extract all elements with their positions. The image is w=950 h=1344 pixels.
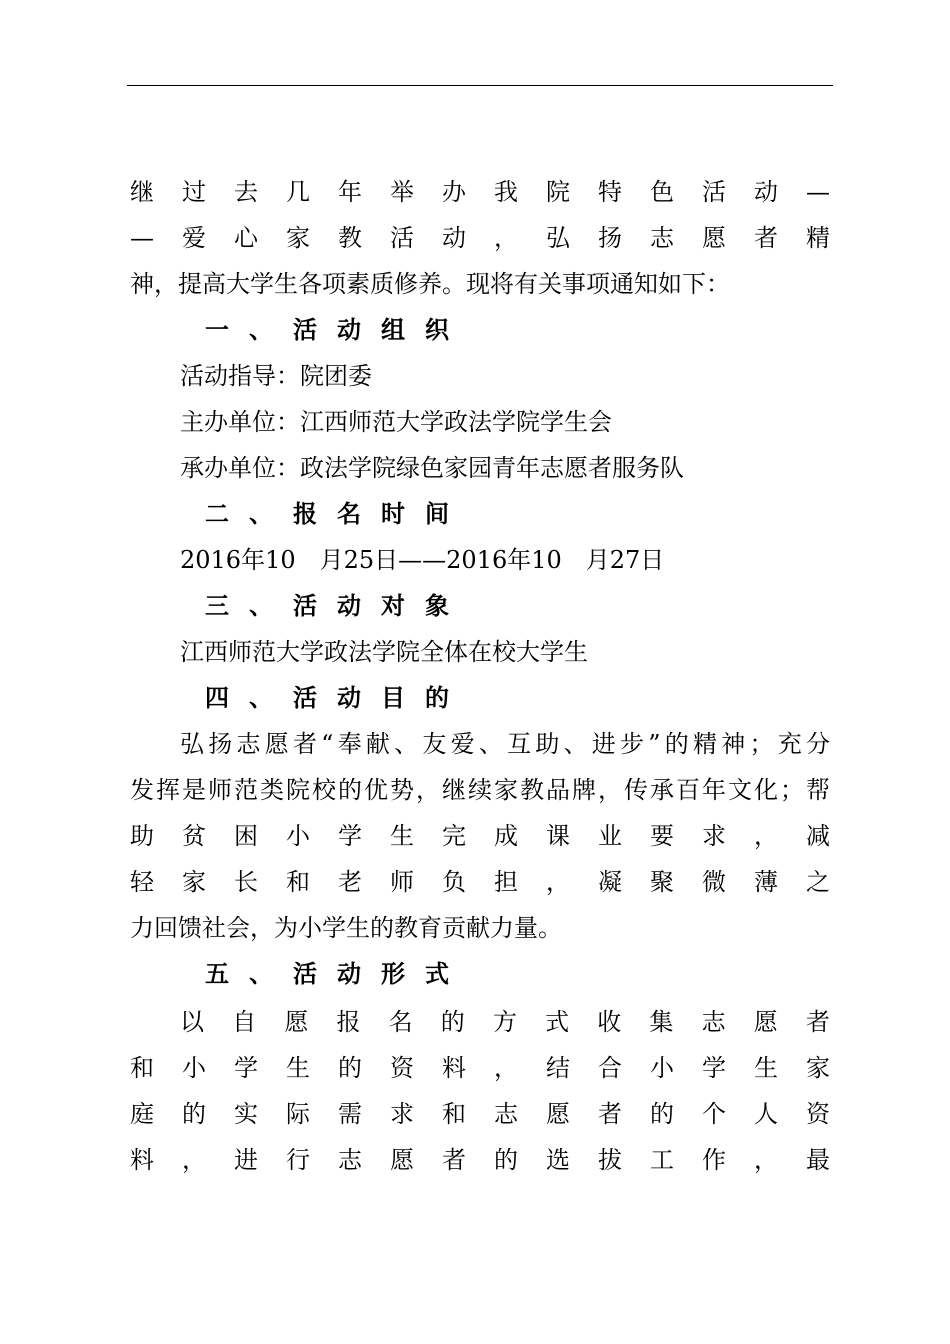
text-glyph: 教 [338,224,362,252]
text-glyph: 报 [336,1008,361,1036]
purpose-line-5: 力回馈社会，为小学生的教育贡献力量。 [130,914,562,942]
text-glyph: 学 [338,822,362,850]
text-glyph: 式 [545,1008,570,1036]
text-glyph: 之 [806,868,830,896]
registration-time: 2016年10 月25日——2016年10 月27日 [180,546,665,574]
host-unit: 主办单位：江西师范大学政法学院学生会 [180,408,612,436]
section-1-heading: 一、活动组织 [205,316,469,344]
text-glyph: 家 [182,868,206,896]
text-glyph: 进 [234,1146,258,1174]
text-glyph: 传 [624,776,648,804]
text-glyph: 的 [338,1054,362,1082]
activity-guide: 活动指导：院团委 [180,362,372,390]
text-glyph: ； [749,730,774,758]
text-glyph: 志 [494,1100,518,1128]
text-glyph: 小 [182,1054,206,1082]
text-glyph: 担 [494,868,518,896]
text-glyph: 实 [234,1100,258,1128]
text-glyph: 我 [494,178,518,206]
text-glyph: 方 [492,1008,517,1036]
text-glyph: ， [754,822,778,850]
text-glyph: 的 [338,776,362,804]
text-glyph: 行 [286,1146,310,1174]
text-glyph: 活 [390,224,414,252]
text-glyph: 特 [598,178,622,206]
text-glyph: 名 [388,1008,413,1036]
text-glyph: 完 [442,822,466,850]
text-glyph: 减 [806,822,830,850]
text-glyph: 求 [702,822,726,850]
text-glyph: 愿 [753,1008,778,1036]
text-glyph: 料 [130,1146,154,1174]
text-glyph: 际 [286,1100,310,1128]
text-glyph: 自 [232,1008,257,1036]
text-glyph: 助 [130,822,154,850]
text-glyph: 长 [234,868,258,896]
form-line-2 [130,1048,830,1088]
text-glyph: 愿 [702,224,726,252]
text-glyph: 家 [286,224,310,252]
text-glyph: 院 [546,178,570,206]
text-glyph: 微 [702,868,726,896]
text-glyph: 学 [702,1054,726,1082]
text-glyph: 续 [468,776,492,804]
text-glyph: 负 [442,868,466,896]
purpose-line-1 [180,724,830,764]
text-glyph: 助 [535,730,560,758]
text-glyph: 、 [563,730,588,758]
text-glyph: 百 [676,776,700,804]
text-glyph: 小 [286,822,310,850]
text-glyph: 需 [338,1100,362,1128]
text-glyph: 的 [440,1008,465,1036]
text-glyph: 充 [777,730,802,758]
text-glyph: 拔 [598,1146,622,1174]
text-glyph: 帮 [806,776,830,804]
text-glyph: 精 [806,224,830,252]
text-glyph: 扬 [598,224,622,252]
text-glyph: — [130,224,154,252]
intro-line-3: 神，提高大学生各项素质修养。现将有关事项通知如下： [130,270,730,298]
purpose-line-3 [130,816,830,856]
text-glyph: 、 [394,730,419,758]
text-glyph: 奉 [337,730,362,758]
text-glyph: 年 [702,776,726,804]
text-glyph: 要 [650,822,674,850]
text-glyph: 、 [478,730,503,758]
organizer-unit: 承办单位：政法学院绿色家园青年志愿者服务队 [180,454,684,482]
text-glyph: 文 [728,776,752,804]
text-glyph: 老 [338,868,362,896]
text-glyph: “ [321,730,334,758]
text-glyph: 进 [591,730,616,758]
text-glyph: 者 [754,224,778,252]
text-glyph: 贫 [182,822,206,850]
text-glyph: 办 [442,178,466,206]
text-glyph: 师 [208,776,232,804]
text-glyph: 业 [598,822,622,850]
text-glyph: 资 [390,1054,414,1082]
text-glyph: 凝 [598,868,622,896]
text-glyph: 和 [442,1100,466,1128]
text-glyph: 料 [442,1054,466,1082]
text-glyph: ， [494,1054,518,1082]
header-rule [127,85,833,86]
text-glyph: 势 [390,776,414,804]
text-glyph: 庭 [130,1100,154,1128]
text-glyph: ， [182,1146,206,1174]
text-glyph: 品 [546,776,570,804]
text-glyph: 选 [546,1146,570,1174]
text-glyph: 弘 [546,224,570,252]
text-glyph: — [806,178,830,206]
text-glyph: 结 [546,1054,570,1082]
text-glyph: 活 [702,178,726,206]
section-5-heading: 五、活动形式 [205,960,469,988]
text-glyph: 爱 [450,730,475,758]
text-glyph: ， [546,868,570,896]
text-glyph: 院 [286,776,310,804]
text-glyph: 者 [442,1146,466,1174]
text-glyph: 作 [702,1146,726,1174]
text-glyph: 色 [650,178,674,206]
text-glyph: 的 [182,1100,206,1128]
text-glyph: 最 [806,1146,830,1174]
text-glyph: 愿 [390,1146,414,1174]
text-glyph: 范 [234,776,258,804]
text-glyph: 献 [365,730,390,758]
text-glyph: 的 [494,1146,518,1174]
text-glyph: 继 [442,776,466,804]
text-glyph: 求 [390,1100,414,1128]
text-glyph: 小 [650,1054,674,1082]
text-glyph: 成 [494,822,518,850]
text-glyph: 类 [260,776,284,804]
form-line-1 [180,1002,830,1042]
text-glyph: 动 [442,224,466,252]
text-glyph: 集 [649,1008,674,1036]
text-glyph: ， [494,224,518,252]
text-glyph: 个 [702,1100,726,1128]
text-glyph: 去 [234,178,258,206]
text-glyph: 聚 [650,868,674,896]
text-glyph: 志 [650,224,674,252]
text-glyph: 优 [364,776,388,804]
text-glyph: 化 [754,776,778,804]
text-glyph: 的 [664,730,689,758]
text-glyph: 学 [234,1054,258,1082]
text-glyph: 年 [338,178,362,206]
text-glyph: 精 [693,730,718,758]
text-glyph: ， [754,1146,778,1174]
purpose-line-2 [130,770,830,810]
text-glyph: 神 [721,730,746,758]
text-glyph: 志 [701,1008,726,1036]
text-glyph: 薄 [754,868,778,896]
text-glyph: 轻 [130,868,154,896]
text-glyph: 收 [597,1008,622,1036]
intro-line-1 [130,172,830,212]
text-glyph: 举 [390,178,414,206]
text-glyph: 的 [650,1100,674,1128]
text-glyph: 步 [620,730,645,758]
text-glyph: ， [416,776,440,804]
text-glyph: 者 [598,1100,622,1128]
text-glyph: 愿 [284,1008,309,1036]
text-glyph: 工 [650,1146,674,1174]
purpose-line-4 [130,862,830,902]
text-glyph: 课 [546,822,570,850]
text-glyph: 几 [286,178,310,206]
text-glyph: 动 [754,178,778,206]
text-glyph: 继 [130,178,154,206]
text-glyph: 分 [805,730,830,758]
section-2-heading: 二、报名时间 [205,500,469,528]
text-glyph: 过 [182,178,206,206]
text-glyph: 者 [805,1008,830,1036]
text-glyph: 发 [130,776,154,804]
text-glyph: 者 [292,730,317,758]
text-glyph: 互 [507,730,532,758]
text-glyph: 生 [286,1054,310,1082]
text-glyph: ， [598,776,622,804]
text-glyph: 人 [754,1100,778,1128]
text-glyph: 弘 [180,730,204,758]
text-glyph: 愿 [264,730,289,758]
activity-target: 江西师范大学政法学院全体在校大学生 [180,638,588,666]
text-glyph: 挥 [156,776,180,804]
text-glyph: 心 [234,224,258,252]
text-glyph: 扬 [208,730,233,758]
text-glyph: 志 [338,1146,362,1174]
text-glyph: 友 [422,730,447,758]
text-glyph: 承 [650,776,674,804]
text-glyph: 困 [234,822,258,850]
text-glyph: 家 [806,1054,830,1082]
text-glyph: 资 [806,1100,830,1128]
form-line-3 [130,1094,830,1134]
text-glyph: 家 [494,776,518,804]
text-glyph: 以 [180,1008,204,1036]
intro-line-2 [130,218,830,258]
text-glyph: 教 [520,776,544,804]
text-glyph: 师 [390,868,414,896]
text-glyph: 爱 [182,224,206,252]
text-glyph: 和 [286,868,310,896]
text-glyph: ； [780,776,804,804]
text-glyph: 牌 [572,776,596,804]
text-glyph: 是 [182,776,206,804]
text-glyph: 校 [312,776,336,804]
section-4-heading: 四、活动目的 [205,684,469,712]
text-glyph: 愿 [546,1100,570,1128]
text-glyph: ” [648,730,661,758]
section-3-heading: 三、活动对象 [205,592,469,620]
text-glyph: 和 [130,1054,154,1082]
text-glyph: 生 [390,822,414,850]
text-glyph: 志 [236,730,261,758]
text-glyph: 合 [598,1054,622,1082]
form-line-4 [130,1140,830,1180]
text-glyph: 生 [754,1054,778,1082]
